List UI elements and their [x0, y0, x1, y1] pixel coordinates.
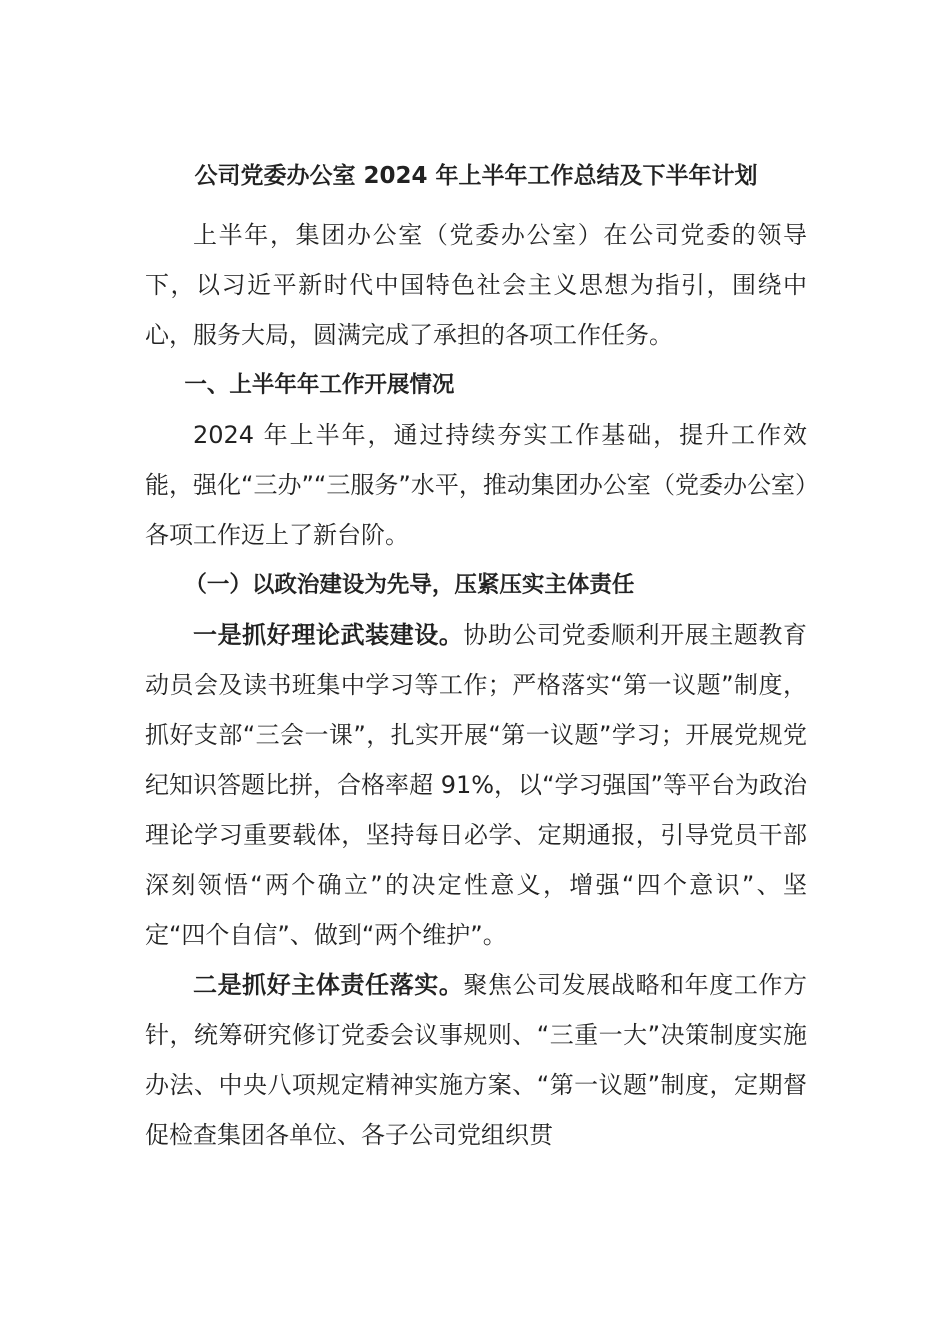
- document-title: 公司党委办公室 2024 年上半年工作总结及下半年计划: [194, 163, 758, 189]
- item-lead-responsibility: 二是抓好主体责任落实。: [193, 971, 464, 999]
- intro-paragraph: 上半年，集团办公室（党委办公室）在公司党委的领导下，以习近平新时代中国特色社会主义思想为指引，围绕中心，服务大局，圆满完成了承担的各项工作任务。: [145, 221, 807, 349]
- item-paragraph-responsibility: [145, 960, 807, 1160]
- item-lead-theory: 一是抓好理论武装建设。: [193, 621, 464, 649]
- document-page: [145, 150, 807, 1160]
- item-paragraph-theory: [145, 610, 807, 960]
- section-body-paragraph: 2024 年上半年，通过持续夯实工作基础，提升工作效能，强化“三办”“三服务”水平，推动集团办公室（党委办公室）各项工作迈上了新台阶。: [145, 421, 807, 549]
- subsection-heading: （一）以政治建设为先导，压紧压实主体责任: [184, 572, 635, 598]
- item-text-theory: 协助公司党委顺利开展主题教育动员会及读书班集中学习等工作；严格落实“第一议题”制度，抓好支部“三会一课”，扎实开展“第一议题”学习；开展党规党纪知识答题比拼，合格率超 91%，以“学习强国”等平台为政治理论学习重要载体，坚持每日必学、定期通报，引导党员干部深刻领悟“两个确立”的决定性意义，增强“四个意识”、坚定“四个自信”、做到“两个维护”。: [145, 621, 808, 949]
- section-heading: 一、上半年年工作开展情况: [184, 372, 455, 398]
- item-text-responsibility: 聚焦公司发展战略和年度工作方针，统筹研究修订党委会议事规则、“三重一大”决策制度实施办法、中央八项规定精神实施方案、“第一议题”制度，定期督促检查集团各单位、各子公司党组织贯: [145, 971, 808, 1149]
